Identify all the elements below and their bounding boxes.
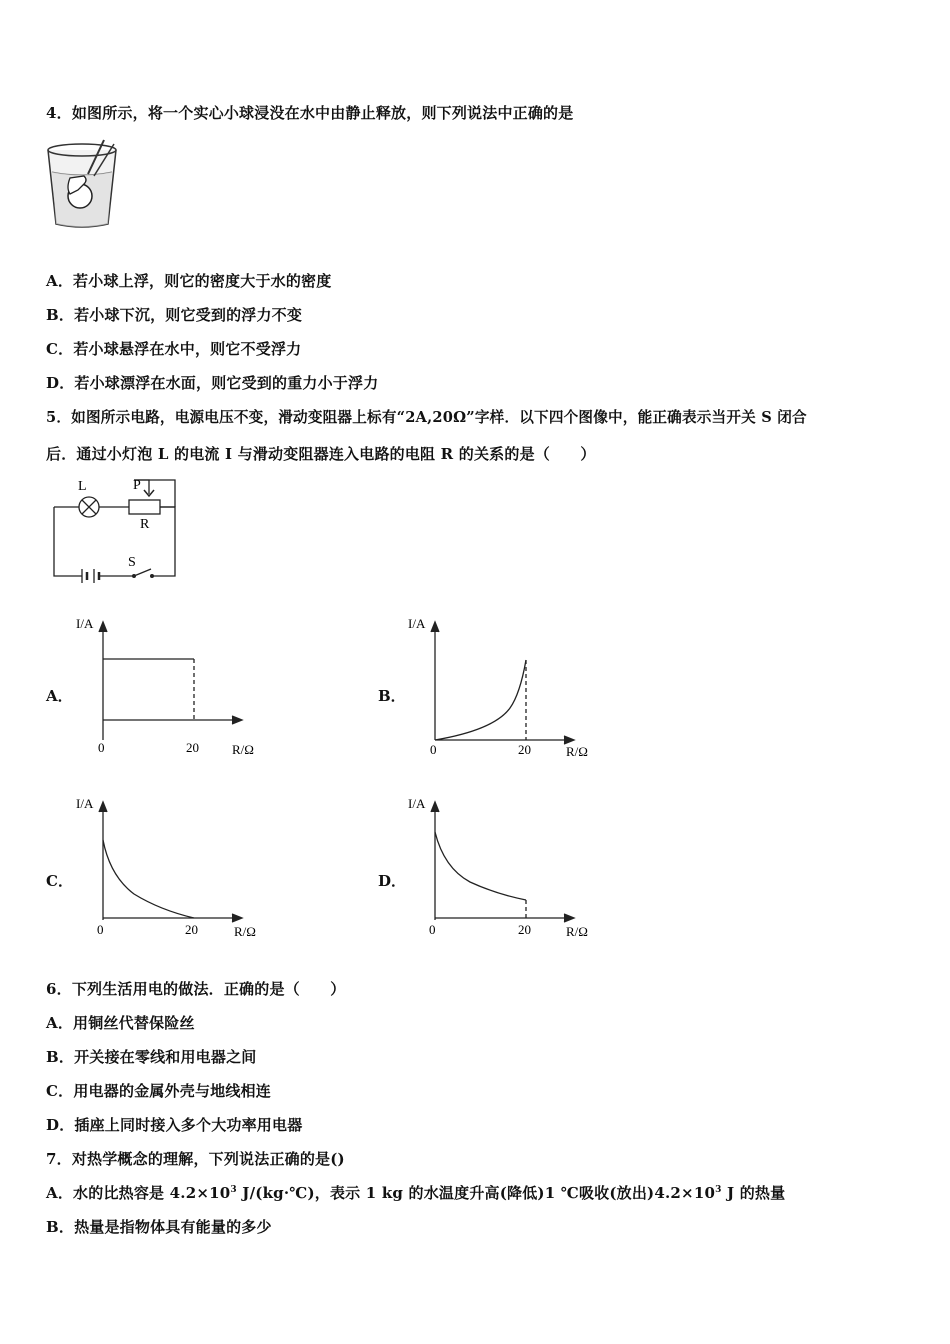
q5-stem-line2: 后．通过小灯泡 L 的电流 I 与滑动变阻器连入电路的电阻 R 的关系的是（ ） (46, 445, 596, 463)
graph-d-origin: 0 (429, 922, 436, 937)
label-switch: S (128, 555, 136, 570)
q6-option-b: B．开关接在零线和用电器之间 (46, 1048, 257, 1066)
q4-option-d: D．若小球漂浮在水面，则它受到的重力小于浮力 (46, 374, 379, 392)
circuit-diagram (44, 474, 184, 584)
label-resistor: R (140, 517, 150, 532)
q7-option-a-exp1: 3 (230, 1185, 237, 1195)
graph-c-xtick: 20 (185, 922, 198, 937)
q6-option-d: D．插座上同时接入多个大功率用电器 (46, 1116, 303, 1134)
q7-option-a-pre: A．水的比热容是 4.2×10 (46, 1184, 231, 1202)
graph-b-label: B． (378, 687, 406, 705)
graph-d-xtick: 20 (518, 922, 531, 937)
label-lamp: L (78, 479, 87, 494)
q4-option-a: A．若小球上浮，则它的密度大于水的密度 (46, 272, 332, 290)
graph-c-origin: 0 (97, 922, 104, 937)
graph-b-ylabel: I/A (408, 616, 426, 631)
graph-d-label: D． (378, 872, 407, 890)
graph-a-origin: 0 (98, 740, 105, 755)
q4-stem: 4．如图所示，将一个实心小球浸没在水中由静止释放，则下列说法中正确的是 (46, 104, 574, 122)
graph-a-xtick: 20 (186, 740, 199, 755)
label-slider: P (133, 478, 141, 493)
graph-a (72, 612, 272, 762)
graph-b-xlabel: R/Ω (566, 744, 588, 759)
q6-stem: 6．下列生活用电的做法．正确的是（ ） (46, 980, 346, 998)
graph-c-ylabel: I/A (76, 796, 94, 811)
q4-option-c: C．若小球悬浮在水中，则它不受浮力 (46, 340, 302, 358)
graph-d (404, 792, 604, 942)
graph-a-ylabel: I/A (76, 616, 94, 631)
beaker-ball-figure (44, 138, 124, 230)
q7-option-a-post: J 的热量 (721, 1184, 786, 1202)
graph-c (72, 792, 272, 942)
graph-d-xlabel: R/Ω (566, 924, 588, 939)
graph-c-label: C． (46, 872, 73, 890)
graph-d-ylabel: I/A (408, 796, 426, 811)
graph-b-origin: 0 (430, 742, 437, 757)
rheostat-icon (129, 500, 160, 514)
graph-b-xtick: 20 (518, 742, 531, 757)
q7-option-b: B．热量是指物体具有能量的多少 (46, 1218, 272, 1236)
q4-option-b: B．若小球下沉，则它受到的浮力不变 (46, 306, 303, 324)
q5-stem-line1: 5．如图所示电路，电源电压不变，滑动变阻器上标有“2A,20Ω”字样．以下四个图像中，能正确表示当开关 S 闭合 (46, 409, 807, 426)
q6-option-c: C．用电器的金属外壳与地线相连 (46, 1082, 271, 1100)
q6-option-a: A．用铜丝代替保险丝 (46, 1014, 195, 1032)
graph-c-xlabel: R/Ω (234, 924, 256, 939)
q7-option-a (46, 1182, 785, 1203)
graph-b (404, 612, 604, 762)
q7-option-a-mid: J/(kg·℃)，表示 1 kg 的水温度升高(降低)1 ℃吸收(放出)4.2×10 (236, 1184, 716, 1202)
q7-option-a-exp2: 3 (715, 1185, 722, 1195)
graph-a-xlabel: R/Ω (232, 742, 254, 757)
graph-a-label: A． (46, 687, 73, 705)
q7-stem: 7．对热学概念的理解，下列说法正确的是() (46, 1150, 345, 1168)
